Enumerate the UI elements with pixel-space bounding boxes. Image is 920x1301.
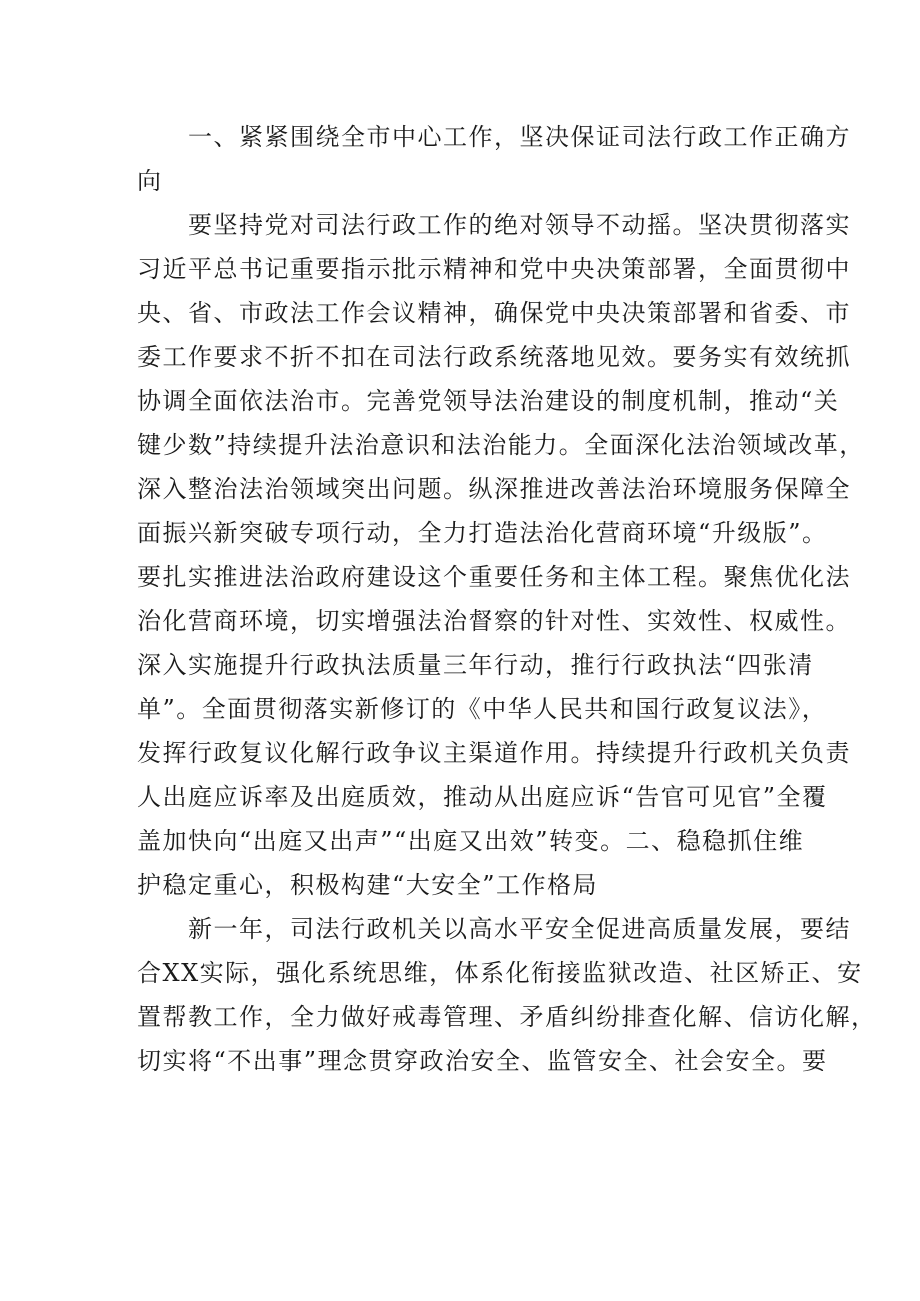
body-line: 深入整治法治领域突出问题。纵深推进改善法治环境服务保障全	[137, 475, 851, 503]
body-line: 新一年，司法行政机关以高水平安全促进高质量发展，要结	[137, 915, 851, 943]
body-line: 单”。全面贯彻落实新修订的《中华人民共和国行政复议法》，	[137, 695, 828, 723]
body-line: 委工作要求不折不扣在司法行政系统落地见效。要务实有效统抓	[137, 343, 851, 371]
document-body	[137, 115, 877, 1083]
body-line: 协调全面依法治市。完善党领导法治建设的制度机制，推动“关	[137, 387, 840, 415]
heading-line: 向	[137, 167, 163, 195]
body-line: 习近平总书记重要指示批示精神和党中央决策部署，全面贯彻中	[137, 255, 851, 283]
body-line: 深入实施提升行政执法质量三年行动，推行行政执法“四张清	[137, 651, 814, 679]
body-line: 发挥行政复议化解行政争议主渠道作用。持续提升行政机关负责	[137, 739, 851, 767]
body-line: 置帮教工作，全力做好戒毒管理、矛盾纠纷排查化解、信访化解，	[137, 1003, 877, 1031]
body-line: 要坚持党对司法行政工作的绝对领导不动摇。坚决贯彻落实	[137, 211, 851, 239]
body-line: 盖加快向“出庭又出声”“出庭又出效”转变。二、稳稳抓住维	[137, 827, 805, 855]
body-line: 人出庭应诉率及出庭质效，推动从出庭应诉“告官可见官”全覆	[137, 783, 828, 811]
body-line: 切实将“不出事”理念贯穿政治安全、监管安全、社会安全。要	[137, 1047, 828, 1075]
body-line: 要扎实推进法治政府建设这个重要任务和主体工程。聚焦优化法	[137, 563, 851, 591]
body-line: 合XX实际，强化系统思维，体系化衔接监狱改造、社区矫正、安	[137, 959, 863, 987]
body-line: 治化营商环境，切实增强法治督察的针对性、实效性、权威性。	[137, 607, 851, 635]
body-line: 面振兴新突破专项行动，全力打造法治化营商环境“升级版”。	[137, 519, 828, 547]
body-line: 键少数”持续提升法治意识和法治能力。全面深化法治领域改革，	[137, 431, 865, 459]
body-line: 央、省、市政法工作会议精神，确保党中央决策部署和省委、市	[137, 299, 851, 327]
heading-line: 一、紧紧围绕全市中心工作，坚决保证司法行政工作正确方	[137, 123, 851, 151]
body-line: 护稳定重心，积极构建“大安全”工作格局	[137, 871, 599, 899]
